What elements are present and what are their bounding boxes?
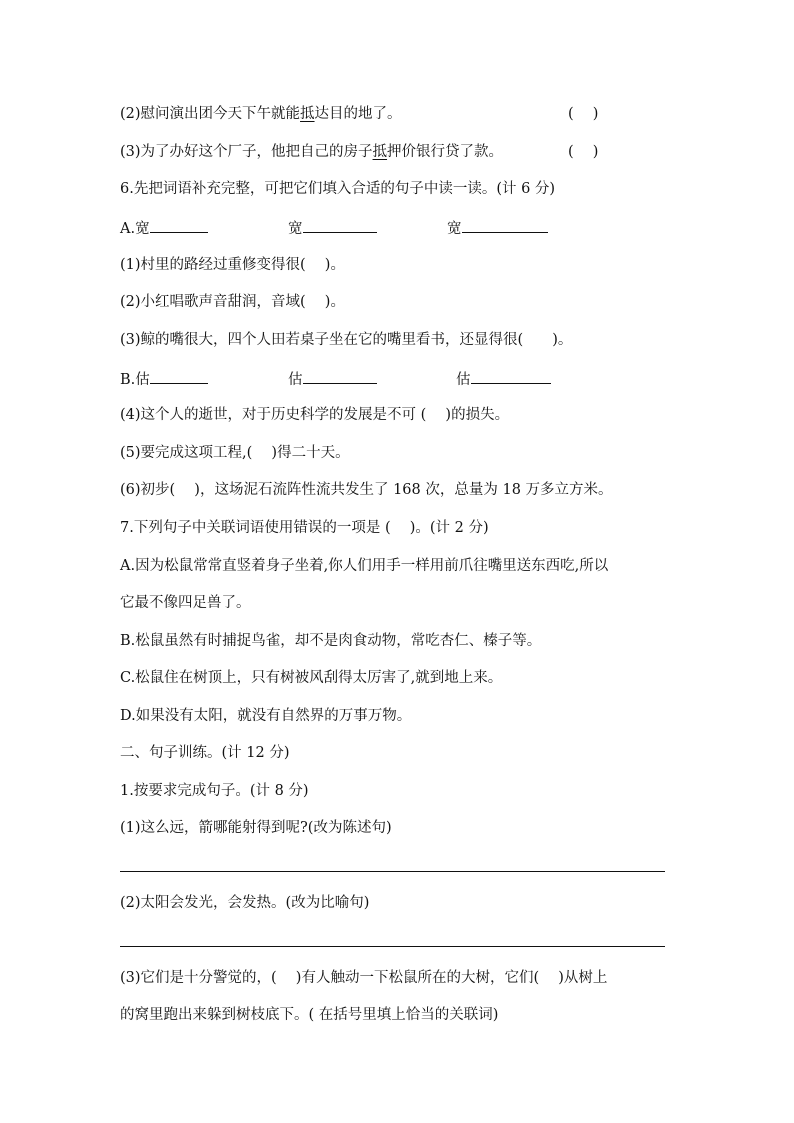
q5-item-2: (2)慰问演出团今天下午就能抵达目的地了。: [120, 106, 402, 122]
q6-group-a-word-3: 宽: [447, 217, 548, 239]
q6-title: 6.先把词语补充完整，可把它们填入合适的句子中读一读。(计 6 分): [120, 181, 556, 197]
section-2-title: 二、句子训练。(计 12 分): [120, 745, 290, 761]
section-2-sentence-1: (1)这么远，箭哪能射得到呢?(改为陈述句): [120, 820, 392, 836]
fill-blank[interactable]: [462, 217, 548, 233]
q6-group-b-word-2: 估: [288, 368, 377, 390]
q6-group-b-word-1: B.估: [120, 368, 208, 390]
q7-title: 7.下列句子中关联词语使用错误的一项是 ( )。(计 2 分): [120, 520, 489, 536]
underlined-word: 抵: [300, 106, 315, 122]
q6-sentence-1: (1)村里的路经过重修变得很( )。: [120, 257, 345, 273]
q6-sentence-5: (5)要完成这项工程,( )得二十天。: [120, 445, 350, 461]
fill-blank[interactable]: [150, 368, 208, 384]
q6-sentence-6: (6)初步( )，这场泥石流阵性流共发生了 168 次，总量为 18 万多立方米。: [120, 482, 613, 498]
answer-paren[interactable]: ( ): [568, 106, 599, 122]
answer-line[interactable]: [120, 871, 665, 872]
q6-sentence-3: (3)鲸的嘴很大，四个人田若桌子坐在它的嘴里看书，还显得很( )。: [120, 332, 573, 348]
q5-item-3: (3)为了办好这个厂子，他把自己的房子抵押价银行贷了款。: [120, 144, 504, 160]
fill-blank[interactable]: [150, 217, 208, 233]
q6-sentence-2: (2)小红唱歌声音甜润，音域( )。: [120, 294, 345, 310]
q7-option-a-line-1: A.因为松鼠常常直竖着身子坐着,你人们用手一样用前爪往嘴里送东西吃,所以: [120, 558, 609, 574]
answer-line[interactable]: [120, 946, 665, 947]
fill-blank[interactable]: [303, 368, 377, 384]
underlined-word: 抵: [372, 144, 388, 160]
section-2-sentence-2: (2)太阳会发光，会发热。(改为比喻句): [120, 895, 370, 911]
q7-option-c: C.松鼠住在树顶上，只有树被风刮得太厉害了,就到地上来。: [120, 670, 503, 686]
q7-option-a-line-2: 它最不像四足兽了。: [120, 595, 251, 611]
section-2-q1-title: 1.按要求完成句子。(计 8 分): [120, 783, 309, 799]
q7-option-d: D.如果没有太阳，就没有自然界的万事万物。: [120, 708, 412, 724]
q6-sentence-4: (4)这个人的逝世，对于历史科学的发展是不可 ( )的损失。: [120, 407, 510, 423]
answer-paren[interactable]: ( ): [568, 144, 599, 160]
fill-blank[interactable]: [471, 368, 551, 384]
section-2-sentence-3-line-2: 的窝里跑出来躲到树枝底下。( 在括号里填上恰当的关联词): [120, 1007, 499, 1023]
q6-group-a-word-1: A.宽: [120, 217, 208, 239]
q7-option-b: B.松鼠虽然有时捕捉鸟雀，却不是肉食动物，常吃杏仁、榛子等。: [120, 633, 542, 649]
fill-blank[interactable]: [303, 217, 377, 233]
q6-group-b-word-3: 估: [456, 368, 551, 390]
section-2-sentence-3-line-1: (3)它们是十分警觉的，( )有人触动一下松鼠所在的大树，它们( )从树上: [120, 970, 608, 986]
q6-group-a-word-2: 宽: [288, 217, 377, 239]
